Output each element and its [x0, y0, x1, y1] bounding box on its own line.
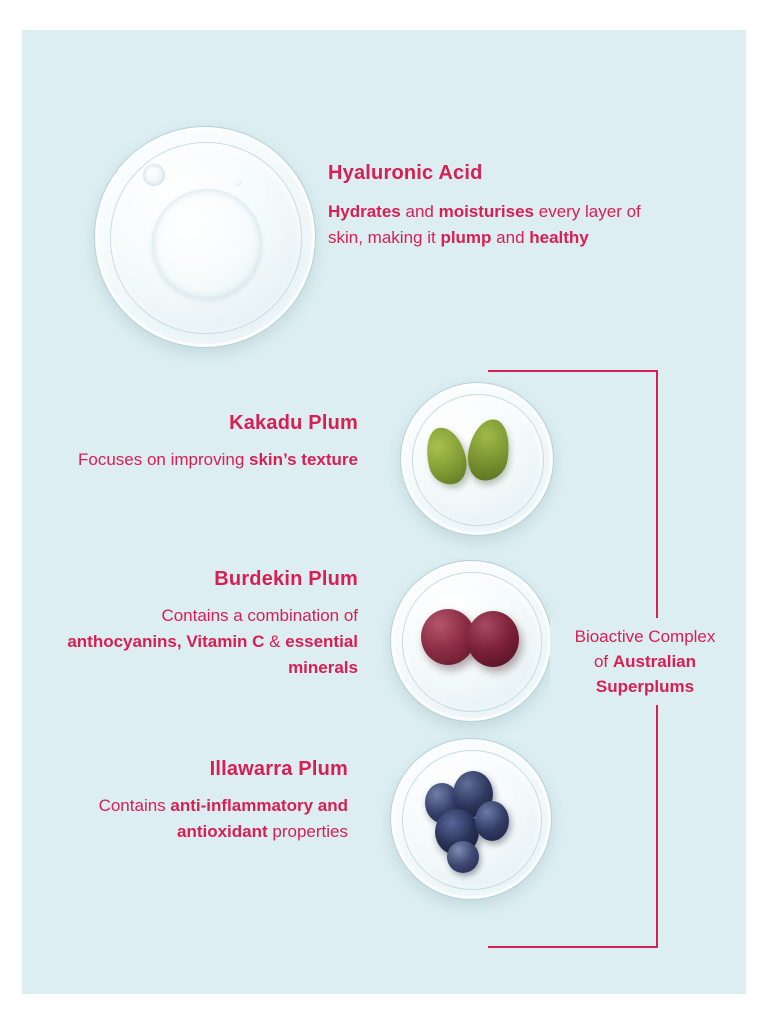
burdekin-plum-title: Burdekin Plum [214, 568, 358, 590]
bioactive-line-3: Superplums [595, 677, 695, 696]
gel-bubble-large [143, 164, 165, 186]
infographic-canvas [22, 30, 746, 994]
illawarra-plum-block [48, 758, 348, 845]
kakadu-plum-description: Focuses on improving skin’s texture [77, 450, 358, 469]
hyaluronic-acid-block [328, 162, 668, 251]
hyaluronic-acid-title: Hyaluronic Acid [328, 162, 483, 184]
bioactive-line-1: Bioactive Complex [574, 627, 716, 646]
illawarra-plum-description: Contains anti-inflammatory and antioxidant properties [98, 796, 348, 841]
kakadu-plum-block [58, 412, 358, 473]
kakadu-plum-fruit [421, 423, 472, 488]
hyaluronic-acid-description: Hydrates and moisturises every layer of skin, making it plump and healthy [328, 202, 641, 247]
gel-droplet-large [152, 189, 262, 299]
kakadu-plum-title: Kakadu Plum [229, 412, 358, 434]
burdekin-plum-block [58, 568, 358, 681]
burdekin-plum-fruit [467, 611, 519, 667]
bioactive-complex-label [550, 618, 740, 705]
gel-bubble-small [234, 178, 243, 187]
petri-dish-hyaluronic-acid [94, 126, 316, 348]
bioactive-line-2: of Australian [593, 652, 697, 671]
illawarra-plum-fruit [475, 801, 509, 841]
burdekin-plum-description: Contains a combination of anthocyanins, Vitamin C & essential minerals [67, 606, 358, 677]
illawarra-plum-fruit [447, 841, 479, 873]
illawarra-plum-title: Illawarra Plum [209, 758, 348, 780]
